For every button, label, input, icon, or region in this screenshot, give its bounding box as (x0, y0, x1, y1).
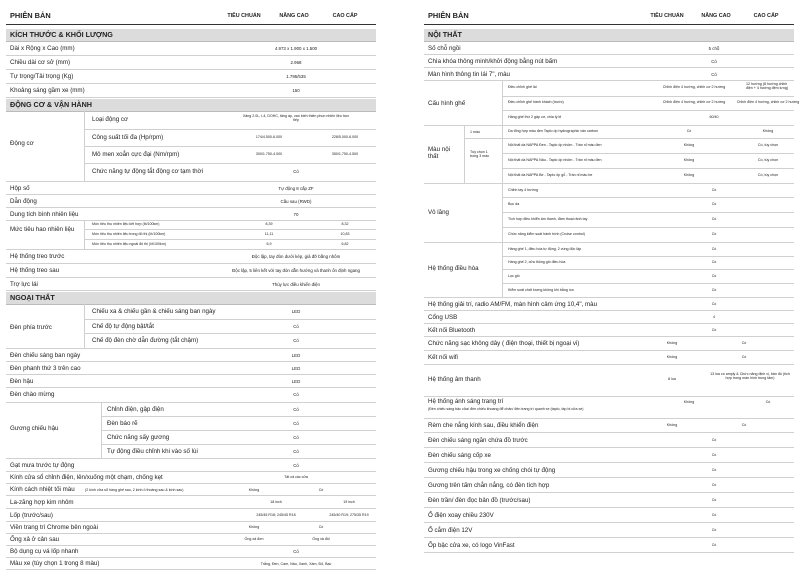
spec-value: Có (711, 497, 717, 502)
spec-value: 10,83 (340, 232, 350, 236)
spec-value: Có (711, 71, 717, 77)
section-interior: NỘI THẤT (428, 29, 462, 39)
spec-sublabel: 1 màu (470, 130, 480, 134)
spec-label: Chức năng sấy gương (107, 434, 170, 441)
spec-label: Kết nối Bluetooth (428, 326, 476, 334)
spec-label: Chỉnh tay 4 hướng (508, 188, 538, 192)
spec-label: Mức tiêu hao nhiên liệu (10, 226, 75, 233)
spec-value: Không (762, 129, 774, 133)
spec-value: Có (765, 400, 771, 404)
spec-label: Mức tiêu thụ nhiên liệu ngoài đô thị (lít/100km) (92, 242, 166, 246)
spec-label: Đèn chào mừng (10, 391, 55, 398)
spec-label: Màn hình thông tin lái 7", màu (428, 70, 510, 78)
spec-label: Chức năng kiểm soát hành trình (Cruise control) (508, 232, 585, 236)
spec-value: Không (248, 525, 260, 529)
spec-label: Chìa khóa thông minh/khởi động bằng nút bấm (428, 57, 558, 65)
spec-value: Không (683, 400, 695, 404)
spec-value: LED (291, 309, 301, 314)
spec-value: 1.795/535 (286, 74, 306, 79)
spec-value: 60/40 (709, 115, 719, 119)
spec-value: Có (293, 407, 299, 412)
spec-label: Gương trên tấm chắn nắng, có đèn tích hợp (428, 481, 550, 489)
spec-value: Thủy lực điều khiển điện (272, 281, 320, 287)
spec-label: Mức tiêu thụ nhiên liệu trong đô thị (lít/100km) (92, 232, 166, 236)
spec-value: 245/40 R19; 275/35 R19 (329, 512, 369, 517)
spec-label: Nội thất da NAPPA Đen - Taplo ốp nhôm - Trần nỉ màu đen (508, 143, 602, 147)
advanced-header: NÂNG CAO (279, 13, 309, 19)
spec-value: Tất cả các cửa (284, 475, 308, 479)
spec-value: 350/1.750-4.500 (331, 152, 359, 156)
spec-label: Đèn chiếu sáng ngăn chứa đồ trước (428, 436, 528, 444)
spec-label: Đèn trần/ đèn đọc bản đồ (trước/sau) (428, 496, 531, 504)
spec-value: Có (318, 487, 324, 492)
spec-label: Hàng ghế thứ 2 gập cơ, chia tỷ lệ (508, 115, 562, 119)
spec-value: Có, tùy chọn (757, 173, 779, 177)
spec-note: (2 kính cửa sổ hàng ghế sau, 2 kính ô thoáng sau & kính sau) (85, 487, 184, 492)
spec-value: Có (711, 301, 717, 306)
spec-value: Không (683, 173, 695, 177)
spec-label: Kiểm soát chất lượng không khí bằng ion (508, 288, 574, 292)
edition-header: PHIÊN BẢN (10, 11, 51, 20)
spec-note: (Đèn chiếu sáng bậc cửa/ đèn chiếu khoang để chân/ đèn trang trí quanh xe (taplo, táp bi cửa xe) (428, 407, 584, 411)
spec-value: Có (711, 527, 717, 532)
spec-value: Có (293, 449, 299, 454)
spec-label: Gương chiếu hậu (10, 425, 59, 432)
spec-value: Tự động 8 cấp ZF (278, 185, 314, 191)
spec-label: Tự động điều chỉnh khi vào số lùi (107, 448, 198, 455)
spec-label: Mức tiêu thụ nhiên liệu kết hợp (lít/100km) (92, 222, 160, 226)
spec-value: Có (711, 232, 717, 236)
spec-label: Loại động cơ (92, 116, 129, 123)
spec-label: Hệ thống điều hòa (428, 265, 479, 272)
spec-value: 12 hướng (8 hướng chỉnh điện + 4 hướng đệm lưng) (746, 82, 789, 91)
spec-label: Lọc gió (508, 274, 520, 278)
premium-header: CAO CẤP (332, 13, 358, 19)
spec-label: Chức năng sạc không dây ( điện thoại, thiết bị ngoại vi) (428, 340, 580, 347)
section-exterior: NGOẠI THẤT (10, 292, 55, 302)
spec-label: Ốp bậc cửa xe, có logo VinFast (428, 541, 515, 549)
spec-label: Hộp số (10, 184, 30, 192)
spec-value: Có (711, 327, 717, 332)
spec-label: Chiều dài cơ sở (mm) (10, 59, 71, 66)
spec-value: 300/1.750-4.000 (255, 152, 283, 156)
spec-value: Độc lập, tay đòn dưới kép, giá đỡ bằng nhôm (251, 254, 341, 259)
spec-value: 19 inch (343, 499, 355, 504)
spec-label: Điều chỉnh ghế lái (508, 85, 537, 89)
spec-value: 8 loa (668, 377, 676, 381)
spec-value: 150 (292, 88, 300, 93)
spec-value: Có (711, 217, 717, 221)
spec-label: Số chỗ ngồi (428, 44, 461, 52)
spec-value: Không (666, 355, 678, 359)
spec-value: Không (683, 158, 695, 162)
spec-value: Có (711, 274, 717, 278)
spec-value: 70 (293, 211, 299, 217)
spec-value: 11,11 (264, 232, 274, 236)
spec-label: Nội thất da NAPPA Nâu - Taplo ốp nhôm - Trần nỉ màu đen (508, 158, 602, 162)
spec-value: Có (711, 437, 717, 442)
spec-value: 8,32 (341, 222, 349, 226)
spec-value: Không (683, 143, 695, 147)
spec-label: Vô lăng (428, 209, 449, 216)
spec-value: Có (293, 169, 299, 174)
spec-label: Kính cửa sổ chỉnh điện, lên/xuống một chạm, chống kẹt (10, 474, 163, 481)
spec-label: Ống xả ở cản sau (10, 536, 60, 543)
spec-label: Dẫn động (10, 197, 37, 205)
spec-value: Có (711, 247, 717, 251)
spec-label: Chế độ tự động bật/tắt (92, 323, 154, 330)
spec-value: Có (318, 525, 324, 529)
spec-label: Da tổng hợp màu đen Taplo ốp hydrographic vân carbon (508, 129, 598, 133)
spec-value: Có (741, 355, 747, 359)
edition-header: PHIÊN BẢN (428, 11, 469, 20)
spec-value: Cầu sau (RWD) (280, 198, 312, 204)
spec-value: Có (293, 549, 299, 554)
spec-value: Có (686, 129, 692, 133)
spec-value: 5 chỗ (708, 45, 720, 51)
spec-label: Bộ dụng cụ vá lốp nhanh (10, 548, 79, 555)
spec-value: Có (711, 452, 717, 457)
spec-value: 228/5.000-6.000 (331, 135, 359, 139)
spec-value: 245/45 R18; 245/45 R18 (256, 512, 296, 517)
spec-value: Có (293, 435, 299, 440)
spec-label: Điều chỉnh ghế hành khách (trước) (508, 100, 564, 104)
standard-header: TIÊU CHUẨN (227, 13, 261, 19)
spec-label: Màu xe (tùy chọn 1 trong 8 màu) (10, 560, 100, 567)
spec-value: 4 (713, 314, 715, 319)
spec-value: Có, tùy chọn (757, 158, 779, 162)
spec-value: Ống xả đôi (312, 537, 330, 541)
spec-label: Lốp (trước/sau) (10, 511, 53, 519)
spec-label: Dài x Rộng x Cao (mm) (10, 45, 75, 52)
spec-label: Chức năng tự động tắt động cơ tạm thời (92, 168, 203, 175)
spec-label: Hệ thống âm thanh (428, 376, 481, 383)
spec-label: Đèn chiếu sáng cốp xe (428, 451, 491, 459)
spec-label: Hàng ghế 1, điều hòa tự động, 2 vùng độc lập (508, 247, 582, 251)
spec-value: 2.968 (290, 60, 302, 65)
spec-value: Có (711, 188, 717, 192)
spec-label: Động cơ (10, 140, 34, 147)
spec-sublabel: Tùy chọn 1 trong 3 màu (470, 150, 490, 159)
spec-label: Cấu hình ghế (428, 100, 466, 107)
spec-label: Ổ cắm điện 12V (428, 526, 473, 534)
spec-value: Có (293, 338, 299, 343)
spec-label: Hệ thống treo trước (10, 253, 65, 260)
spec-value: LED (291, 365, 301, 371)
advanced-header: NÂNG CAO (701, 13, 731, 19)
spec-value: 6,9 (266, 242, 272, 246)
spec-label: Gạt mưa trước tự động (10, 461, 75, 469)
spec-label: Tích hợp điều khiển âm thanh, đàm thoại rảnh tay (508, 217, 588, 221)
spec-value: Không (248, 487, 260, 492)
spec-value: 18 inch (270, 499, 282, 504)
spec-value: Có (741, 341, 747, 345)
spec-label: Dung tích bình nhiên liệu (10, 210, 79, 218)
spec-value: LED (291, 378, 301, 384)
spec-value: Chỉnh điện 4 hướng, chỉnh cơ 2 hướng (662, 85, 726, 89)
spec-value: 13 loa có amply & Chức năng định vị, bản đồ (tích hợp trong màn hình trung tâm) (710, 372, 790, 381)
spec-label: Công suất tối đa (Hp/rpm) (92, 134, 164, 141)
spec-label: Tự trọng/Tải trọng (Kg) (10, 73, 74, 80)
spec-label: La-zăng hợp kim nhôm (10, 498, 74, 506)
spec-value: 6,82 (341, 242, 349, 246)
spec-value: Có (711, 58, 717, 64)
spec-label: Cổng USB (428, 313, 458, 321)
spec-label: Màu nội thất (428, 146, 451, 161)
spec-value: Có (293, 324, 299, 329)
spec-label: Chế độ đèn chờ dẫn đường (tắt chậm) (92, 337, 199, 344)
spec-label: Trợ lực lái (10, 280, 38, 288)
spec-value: 8,39 (265, 222, 273, 226)
spec-value: Có (711, 288, 717, 292)
spec-label: Chỉnh điện, gập điện (107, 406, 164, 413)
spec-value: Chỉnh điện 4 hướng, chỉnh cơ 2 hướng (736, 100, 800, 104)
spec-label: Mô men xoắn cực đại (Nm/rpm) (92, 151, 180, 158)
spec-label: Nội thất da NAPPA Be - Taplo ốp gỗ - Trần nỉ màu be (508, 173, 593, 177)
spec-label: Khoảng sáng gầm xe (mm) (10, 87, 85, 94)
spec-label: Hàng ghế 2, cửa thông gió điều hòa (508, 260, 566, 264)
spec-value: 174/4.500-6.000 (255, 135, 283, 139)
spec-label: Ổ điện xoay chiều 230V (428, 511, 494, 519)
spec-value: Có (293, 421, 299, 426)
spec-label: Bọc da (508, 202, 520, 206)
spec-value: Chỉnh điện 4 hướng, chỉnh cơ 2 hướng (662, 100, 726, 104)
spec-value: Có (711, 482, 717, 487)
spec-label: Chiếu xa & chiếu gần & chiếu sáng ban ngày (92, 308, 216, 315)
spec-label: Gương chiếu hậu trong xe chống chói tự động (428, 466, 556, 474)
spec-label: Kết nối wifi (428, 354, 458, 361)
spec-value: Có (293, 392, 299, 397)
spec-label: Rèm che nắng kính sau, điều khiển điện (428, 422, 539, 429)
spec-value: Độc lập, 5 liên kết với tay đòn dẫn hướng và thanh ổn định ngang (232, 268, 360, 273)
spec-value: Có (741, 423, 747, 427)
spec-value: Có, tùy chọn (757, 143, 779, 147)
spec-label: Đèn hậu (10, 377, 34, 385)
spec-value: Có (711, 202, 717, 206)
spec-value: Ống xả đơn (244, 537, 264, 541)
spec-label: Viền trang trí Chrome bên ngoài (10, 524, 98, 531)
spec-value: Không (666, 423, 678, 427)
standard-header: TIÊU CHUẨN (650, 13, 684, 19)
spec-value: 4.973 x 1.900 x 1.500 (274, 46, 318, 51)
spec-label: Hệ thống treo sau (10, 267, 60, 274)
spec-label: Hệ thống ánh sáng trang trí (428, 398, 504, 405)
spec-label: Đèn phía trước (10, 324, 52, 331)
spec-value: Có (711, 542, 717, 547)
premium-header: CAO CẤP (753, 13, 779, 19)
spec-label: Hệ thống giải trí, radio AM/FM, màn hình cảm ứng 10,4", màu (428, 300, 598, 308)
spec-label: Đèn chiếu sáng ban ngày (10, 351, 81, 359)
spec-label: Đèn phanh thứ 3 trên cao (10, 364, 81, 372)
spec-label: Kính cách nhiệt tối màu (10, 486, 75, 493)
spec-value: Có (711, 512, 717, 517)
spec-value: LED (291, 352, 301, 358)
section-dimensions: KÍCH THƯỚC & KHỐI LƯỢNG (10, 29, 113, 39)
spec-label: Đèn báo rẽ (107, 420, 138, 427)
section-engine: ĐỘNG CƠ & VẬN HÀNH (10, 99, 92, 109)
spec-value: Có (711, 467, 717, 472)
spec-value: Có (711, 260, 717, 264)
spec-value: Có (293, 462, 299, 468)
spec-value: Không (666, 341, 678, 345)
spec-value: Xăng 2.0L, I-4, DOHC, tăng áp, van biến thiên phun nhiên liệu trực tiếp (242, 114, 350, 123)
spec-value: Trắng, Đen, Cam, Nâu, Xanh, Xám, Đỏ, Bạc (260, 561, 332, 566)
